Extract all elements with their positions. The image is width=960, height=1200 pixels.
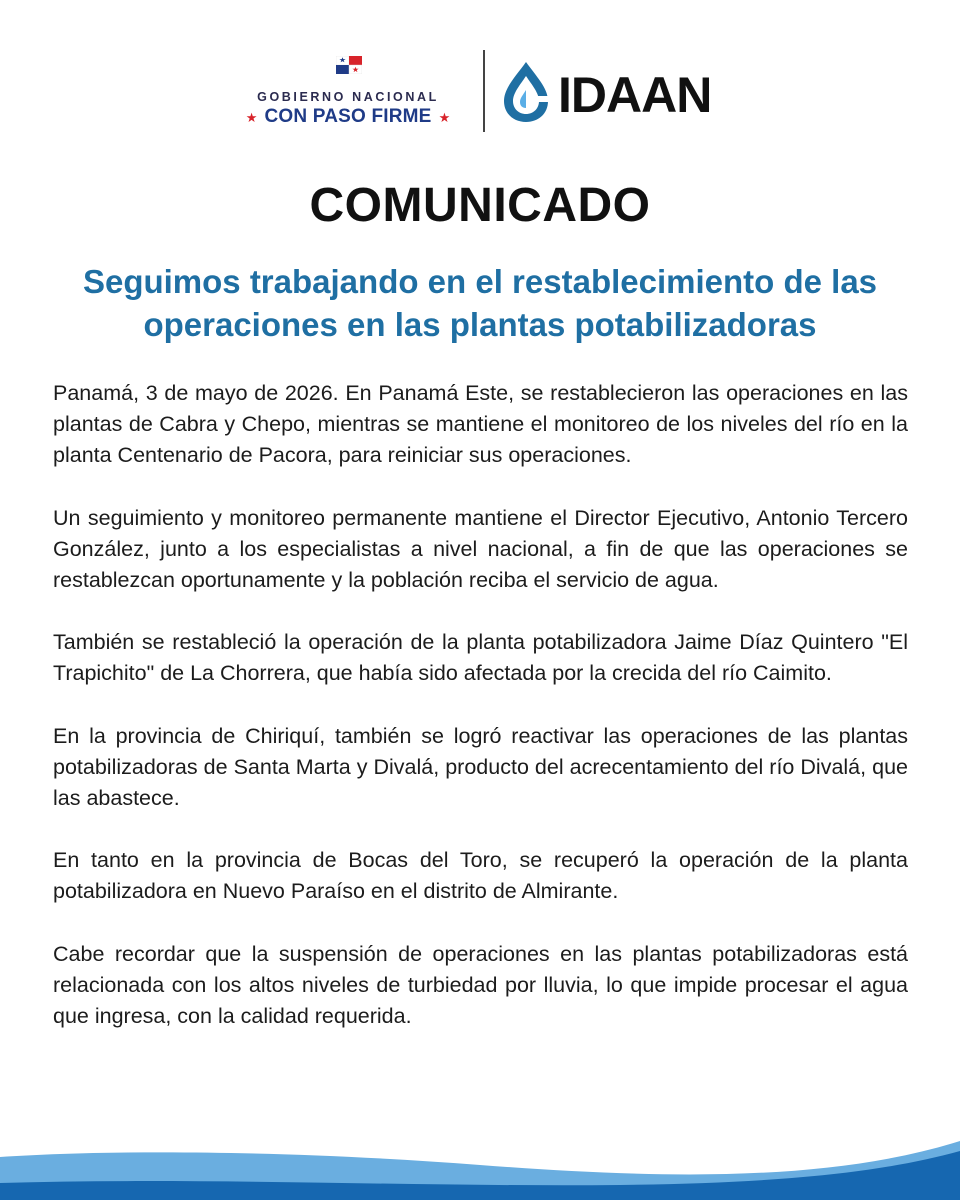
idaan-wordmark: IDAAN bbox=[558, 67, 712, 123]
page-subtitle: Seguimos trabajando en el restablecimiento de las operaciones en las plantas potabilizadoras bbox=[82, 263, 878, 343]
press-release-body bbox=[53, 378, 908, 1063]
star-left-icon: ★ bbox=[245, 109, 258, 125]
page-title: COMUNICADO bbox=[309, 179, 651, 232]
paragraph: En la provincia de Chiriquí, también se logró reactivar las operaciones de las plantas potabilizadoras de Santa Marta y Divalá, producto del acrecentamiento del río Divalá, que las abastece. bbox=[53, 723, 908, 811]
idaan-logo bbox=[500, 60, 740, 130]
paragraph: También se restableció la operación de la planta potabilizadora Jaime Díaz Quintero "El Trapichito" de La Chorrera, que había sido afectada por la crecida del río Caimito. bbox=[53, 630, 908, 686]
star-right-icon: ★ bbox=[438, 109, 451, 125]
paragraph: Panamá, 3 de mayo de 2026. En Panamá Este, se restablecieron las operaciones en las plantas de Cabra y Chepo, mientras se mantiene el monitoreo de los niveles del río en la planta Centenario de Pacora, para reiniciar sus operaciones. bbox=[53, 381, 908, 468]
header-divider bbox=[483, 50, 485, 132]
gov-line1: GOBIERNO NACIONAL bbox=[257, 90, 439, 104]
header bbox=[0, 48, 960, 138]
footer-wave-decoration bbox=[0, 1115, 960, 1200]
gobierno-nacional-logo bbox=[228, 56, 468, 136]
paragraph: En tanto en la provincia de Bocas del Toro, se recuperó la operación de la planta potabilizadora en Nuevo Paraíso en el distrito de Almirante. bbox=[53, 848, 908, 904]
water-drop-logo-icon bbox=[500, 60, 552, 124]
paragraph: Un seguimiento y monitoreo permanente mantiene el Director Ejecutivo, Antonio Tercero González, junto a los especialistas a nivel nacional, a fin de que las operaciones se restablezcan oportunamente y la población reciba el servicio de agua. bbox=[53, 505, 908, 593]
gov-line2: CON PASO FIRME bbox=[264, 106, 432, 127]
panama-flag-icon bbox=[336, 56, 362, 74]
paragraph: Cabe recordar que la suspensión de operaciones en las plantas potabilizadoras está relacionada con los altos niveles de turbiedad por lluvia, lo que impide procesar el agua que ingresa, con la calidad requerida. bbox=[53, 941, 908, 1029]
